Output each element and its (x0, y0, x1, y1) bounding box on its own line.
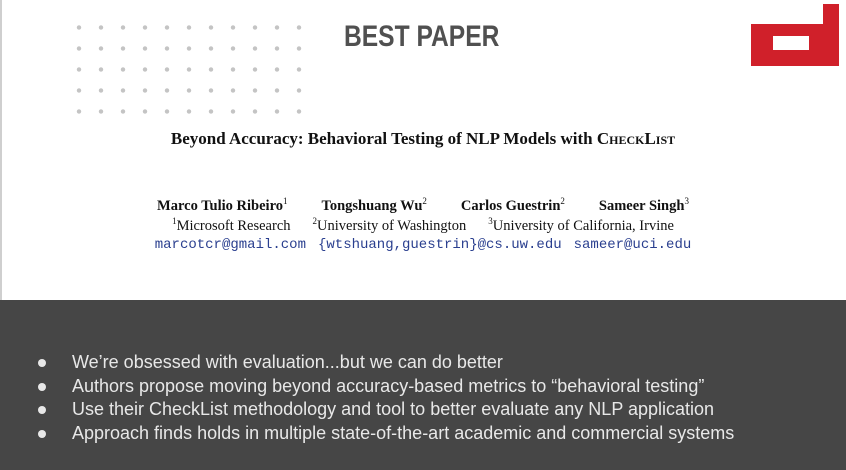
paper-title (0, 129, 846, 149)
paper-title-checklist: CheckList (596, 129, 676, 148)
email: sameer@uci.edu (573, 237, 692, 253)
author (157, 196, 287, 215)
bullet-dot-icon (38, 406, 46, 414)
bullet-item (38, 375, 734, 399)
affiliation-mark: 3 (488, 216, 493, 226)
author-name: Tongshuang Wu (321, 197, 423, 214)
affiliation-name: University of California, Irvine (492, 217, 674, 234)
slide-title: BEST PAPER (344, 20, 500, 53)
affiliation-list (0, 216, 846, 235)
affiliation-name: University of Washington (317, 217, 467, 234)
author (322, 196, 427, 215)
author (599, 196, 689, 215)
author-name: Marco Tulio Ribeiro (157, 197, 283, 214)
bullet-item (38, 422, 734, 446)
author-affil-mark: 2 (560, 196, 565, 206)
bullet-text: We’re obsessed with evaluation...but we can do better (72, 352, 503, 372)
affiliation-mark: 2 (312, 216, 318, 226)
author-name: Carlos Guestrin (460, 197, 561, 214)
email: {wtshuang,guestrin}@cs.uw.edu (317, 237, 562, 253)
bullet-dot-icon (38, 383, 46, 391)
affiliation (313, 216, 467, 235)
author-affil-mark: 3 (684, 196, 689, 206)
affiliation (488, 216, 674, 235)
author (461, 196, 565, 215)
paper-title-main: Beyond Accuracy: Behavioral Testing of NLP Models with (170, 129, 597, 148)
author-list (0, 196, 846, 215)
bullet-dot-icon (38, 430, 46, 438)
affiliation (172, 216, 290, 235)
author-name: Sameer Singh (598, 197, 685, 214)
bullet-item (38, 351, 734, 375)
summary-bullets (38, 351, 734, 445)
email: marcotcr@gmail.com (154, 237, 306, 253)
affiliation-name: Microsoft Research (176, 217, 291, 234)
bullet-text: Use their CheckList methodology and tool to better evaluate any NLP application (72, 399, 715, 419)
affiliation-mark: 1 (172, 216, 177, 226)
bullet-text: Authors propose moving beyond accuracy-based metrics to “behavioral testing” (72, 375, 705, 396)
bullet-text: Approach finds holds in multiple state-of-the-art academic and commercial systems (72, 422, 735, 443)
email-list (0, 237, 846, 253)
summary-panel (0, 300, 846, 470)
bullet-item (38, 398, 734, 422)
author-affil-mark: 2 (422, 196, 427, 206)
author-affil-mark: 1 (283, 196, 288, 206)
bullet-dot-icon (38, 359, 46, 367)
